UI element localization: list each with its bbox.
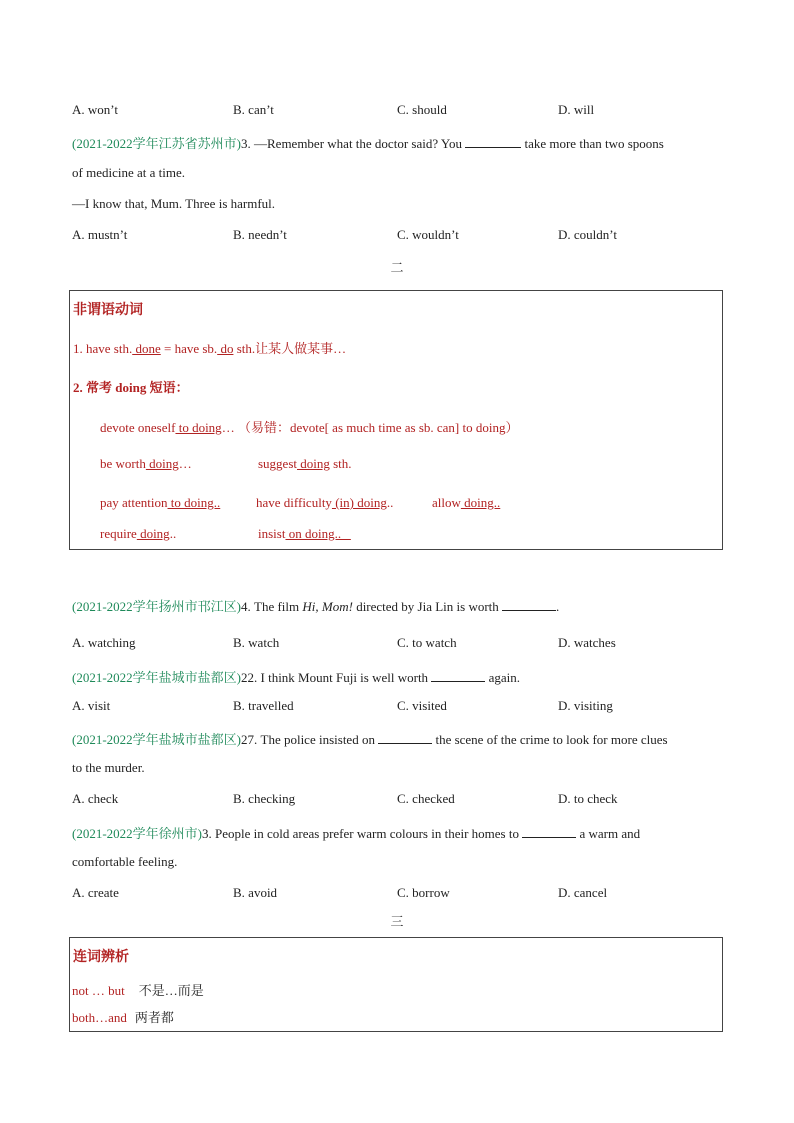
phrase-be-worth: be worth doing… (100, 456, 192, 471)
option-b: B. needn’t (233, 227, 287, 242)
option-b: B. can’t (233, 102, 274, 117)
question-1-stem-cont: of medicine at a time. (72, 165, 185, 180)
option-c: C. to watch (397, 635, 457, 650)
option-d: D. visiting (558, 698, 613, 713)
answer-blank (431, 670, 485, 682)
question-5-stem-cont: comfortable feeling. (72, 854, 178, 869)
option-d: D. to check (558, 791, 618, 806)
phrase-require: require doing.. (100, 526, 177, 541)
phrase-have-difficulty: have difficulty (in) doing.. (256, 495, 394, 510)
section-divider-3: 三 (390, 914, 404, 929)
option-d: D. couldn’t (558, 227, 617, 242)
option-b: B. checking (233, 791, 296, 806)
option-b: B. watch (233, 635, 280, 650)
rule-2-heading: 2. 常考 doing 短语： (73, 380, 189, 395)
question-source: (2021-2022学年盐城市盐都区) (72, 670, 241, 685)
answer-blank (465, 136, 521, 148)
option-a: A. visit (72, 698, 111, 713)
question-source: (2021-2022学年江苏省苏州市) (72, 136, 241, 151)
box-title: 非谓语动词 (73, 303, 143, 318)
option-a: A. won’t (72, 102, 118, 117)
phrase-pay-attention: pay attention to doing.. (100, 495, 221, 510)
conjunction-not-but: not … but 不是…而是 (72, 983, 204, 998)
phrase-allow: allow doing.. (432, 495, 501, 510)
phrase-insist: insist on doing.. (258, 526, 351, 541)
question-4-stem-cont: to the murder. (72, 760, 145, 775)
question-2-stem: (2021-2022学年扬州市邗江区)4. The film Hi, Mom! directed by Jia Lin is worth . (72, 599, 560, 614)
question-4-stem: (2021-2022学年盐城市盐都区)27. The police insisted on the scene of the crime to look for more clues (72, 732, 668, 747)
option-a: A. mustn’t (72, 227, 128, 242)
rule-1: 1. have sth. done = have sb. do sth.让某人做某事… (73, 341, 347, 356)
option-c: C. wouldn’t (397, 227, 459, 242)
conjunction-both-and: both…and 两者都 (72, 1010, 174, 1025)
option-b: B. avoid (233, 885, 278, 900)
box-title: 连词辨析 (73, 950, 129, 965)
question-1-reply: —I know that, Mum. Three is harmful. (72, 196, 276, 211)
option-d: D. will (558, 102, 595, 117)
phrase-suggest: suggest doing sth. (258, 456, 352, 471)
option-c: C. borrow (397, 885, 450, 900)
option-d: D. watches (558, 635, 616, 650)
question-source: (2021-2022学年徐州市) (72, 826, 202, 841)
question-source: (2021-2022学年盐城市盐都区) (72, 732, 241, 747)
option-c: C. should (397, 102, 447, 117)
answer-blank (378, 732, 432, 744)
phrase-devote: devote oneself to doing… （易错：devote[ as much time as sb. can] to doing） (100, 420, 519, 435)
grammar-box-conjunctions (69, 937, 723, 1032)
answer-blank (502, 599, 556, 611)
grammar-box-nonfinite (69, 290, 723, 550)
answer-blank (522, 826, 576, 838)
option-c: C. checked (397, 791, 455, 806)
option-c: C. visited (397, 698, 447, 713)
option-a: A. create (72, 885, 119, 900)
option-a: A. watching (72, 635, 136, 650)
question-1-stem: (2021-2022学年江苏省苏州市)3. —Remember what the doctor said? You take more than two spoons (72, 136, 664, 151)
option-b: B. travelled (233, 698, 294, 713)
question-source: (2021-2022学年扬州市邗江区) (72, 599, 241, 614)
option-a: A. check (72, 791, 119, 806)
option-d: D. cancel (558, 885, 608, 900)
question-5-stem: (2021-2022学年徐州市)3. People in cold areas prefer warm colours in their homes to a warm and (72, 826, 641, 841)
question-3-stem: (2021-2022学年盐城市盐都区)22. I think Mount Fuji is well worth again. (72, 670, 520, 685)
section-divider-2: 二 (390, 260, 404, 275)
